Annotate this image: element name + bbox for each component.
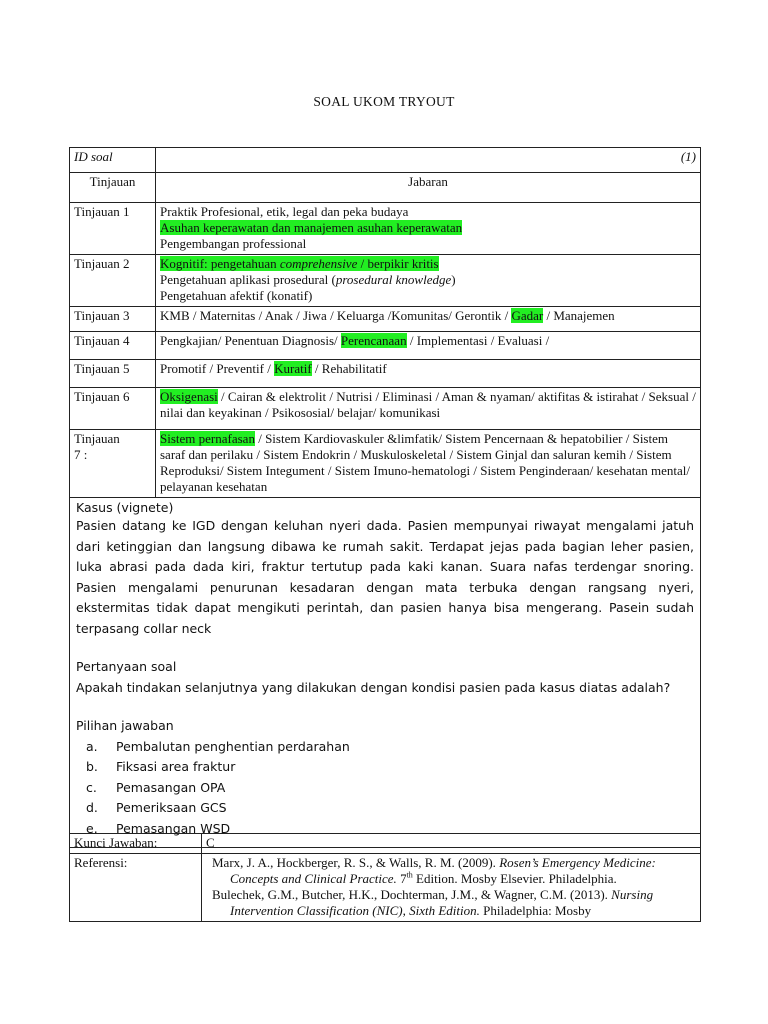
reference-item: Marx, J. A., Hockberger, R. S., & Walls, R. M. (2009). Rosen’s Emergency Medicine: Concepts and Clinical Practice. 7th Edition. Mosby Elsevier. Philadelphia.: [212, 855, 656, 886]
tinjauan-2-row: [70, 255, 701, 307]
reference-content: [202, 854, 701, 922]
reference-label: Referensi:: [70, 854, 202, 922]
tinjauan-7-highlight: Sistem pernafasan: [160, 431, 255, 446]
tinjauan-4-content: Pengkajian/ Penentuan Diagnosis/ Perencanaan / Implementasi / Evaluasi /: [156, 332, 701, 360]
case-row: [70, 498, 701, 848]
id-value: (1): [156, 148, 701, 173]
tinjauan-5-highlight: Kuratif: [274, 361, 312, 376]
tinjauan-1-row: [70, 203, 701, 255]
case-text: Pasien datang ke IGD dengan keluhan nyeri dada. Pasien mempunyai riwayat mengalami jatuh dari ketinggian dan langsung dibawa ke rumah sakit. Terdapat jejas pada bagian leher pasien, luka abrasi pada dada kiri, fraktur tertutup pada kaki kanan. Suara nafas terdengar snoring. Pasien mengalami penurunan kesadaran dengan mata terbuka dengan rangsang nyeri, ekstermitas tidak dapat mengikuti perintah, dan pasien hanya bisa mengerang. Pasein sudah terpasang collar neck: [76, 518, 694, 636]
question-heading: Pertanyaan soal: [76, 659, 177, 674]
tinjauan-5-content: Promotif / Preventif / Kuratif / Rehabilitatif: [156, 360, 701, 388]
tinjauan-1-content: [156, 203, 701, 255]
tinjauan-1-highlight: Asuhan keperawatan dan manajemen asuhan keperawatan: [160, 220, 463, 235]
option-item: d. Pemeriksaan GCS: [86, 800, 227, 815]
option-item: c. Pemasangan OPA: [86, 779, 226, 795]
tinjauan-5-row: [70, 360, 701, 388]
id-label: ID soal: [70, 148, 156, 173]
case-heading: Kasus (vignete): [76, 500, 174, 515]
tinjauan-6-content: Oksigenasi / Cairan & elektrolit / Nutrisi / Eliminasi / Aman & nyaman/ aktifitas & istirahat / Seksual / nilai dan keyakinan / Psikososial/ belajar/ komunikasi: [156, 388, 701, 430]
tinjauan-7-row: [70, 430, 701, 498]
tinjauan-2-highlight: Kognitif: pengetahuan comprehensive / berpikir kritis: [160, 256, 439, 271]
question-table: [69, 147, 701, 848]
tinjauan-1-line: Praktik Profesional, etik, legal dan peka budaya: [160, 204, 409, 219]
tinjauan-7-label: Tinjauan 7 :: [70, 430, 156, 498]
tinjauan-5-label: Tinjauan 5: [70, 360, 156, 388]
tinjauan-2-label: Tinjauan 2: [70, 255, 156, 307]
tinjauan-6-highlight: Oksigenasi: [160, 389, 218, 404]
answer-table: [69, 833, 701, 922]
options-list: [76, 737, 694, 840]
tinjauan-6-label: Tinjauan 6: [70, 388, 156, 430]
header-tinjauan: Tinjauan: [70, 173, 156, 203]
tinjauan-4-label: Tinjauan 4: [70, 332, 156, 360]
reference-item: Bulechek, G.M., Butcher, H.K., Dochterman, J.M., & Wagner, C.M. (2013). Nursing Intervention Classification (NIC), Sixth Edition. Philadelphia: Mosby: [212, 887, 654, 918]
option-item: e. Pemasangan WSD: [86, 820, 231, 836]
tinjauan-3-label: Tinjauan 3: [70, 307, 156, 332]
tinjauan-4-highlight: Perencanaan: [340, 333, 407, 348]
header-row: [70, 173, 701, 203]
question-text: Apakah tindakan selanjutnya yang dilakukan dengan kondisi pasien pada kasus diatas adalah?: [76, 679, 671, 695]
tinjauan-7-content: Sistem pernafasan / Sistem Kardiovaskuler &limfatik/ Sistem Pencernaan & hepatobilier / Sistem saraf dan perilaku / Sistem Endokrin / Muskuloskeletal / Sistem Ginjal dan saluran kemih / Sistem Reproduksi/ Sistem Integument / Sistem Imuno-hematologi / Sistem Penginderaan/ kesehatan mental/ pelayanan kesehatan: [156, 430, 701, 498]
answer-key-value: C: [202, 834, 701, 854]
tinjauan-2-content: [156, 255, 701, 307]
tinjauan-3-row: [70, 307, 701, 332]
case-content: [70, 498, 701, 848]
option-item: a. Pembalutan penghentian perdarahan: [86, 738, 350, 754]
tinjauan-2-line: Pengetahuan afektif (konatif): [160, 288, 313, 303]
tinjauan-1-label: Tinjauan 1: [70, 203, 156, 255]
header-jabaran: Jabaran: [156, 173, 701, 203]
tinjauan-4-row: [70, 332, 701, 360]
answer-key-label: Kunci Jawaban:: [70, 834, 202, 854]
tinjauan-3-content: KMB / Maternitas / Anak / Jiwa / Keluarga /Komunitas/ Gerontik / Gadar / Manajemen: [156, 307, 701, 332]
tinjauan-3-highlight: Gadar: [511, 308, 544, 323]
option-item: b. Fiksasi area fraktur: [86, 759, 236, 774]
answer-key-row: [70, 834, 701, 854]
options-heading: Pilihan jawaban: [76, 718, 174, 733]
document-title: SOAL UKOM TRYOUT: [313, 94, 455, 109]
tinjauan-1-line: Pengembangan professional: [160, 236, 307, 251]
tinjauan-2-line: Pengetahuan aplikasi prosedural (prosedural knowledge): [160, 272, 456, 287]
id-row: [70, 148, 701, 173]
tinjauan-6-row: [70, 388, 701, 430]
reference-row: [70, 854, 701, 922]
